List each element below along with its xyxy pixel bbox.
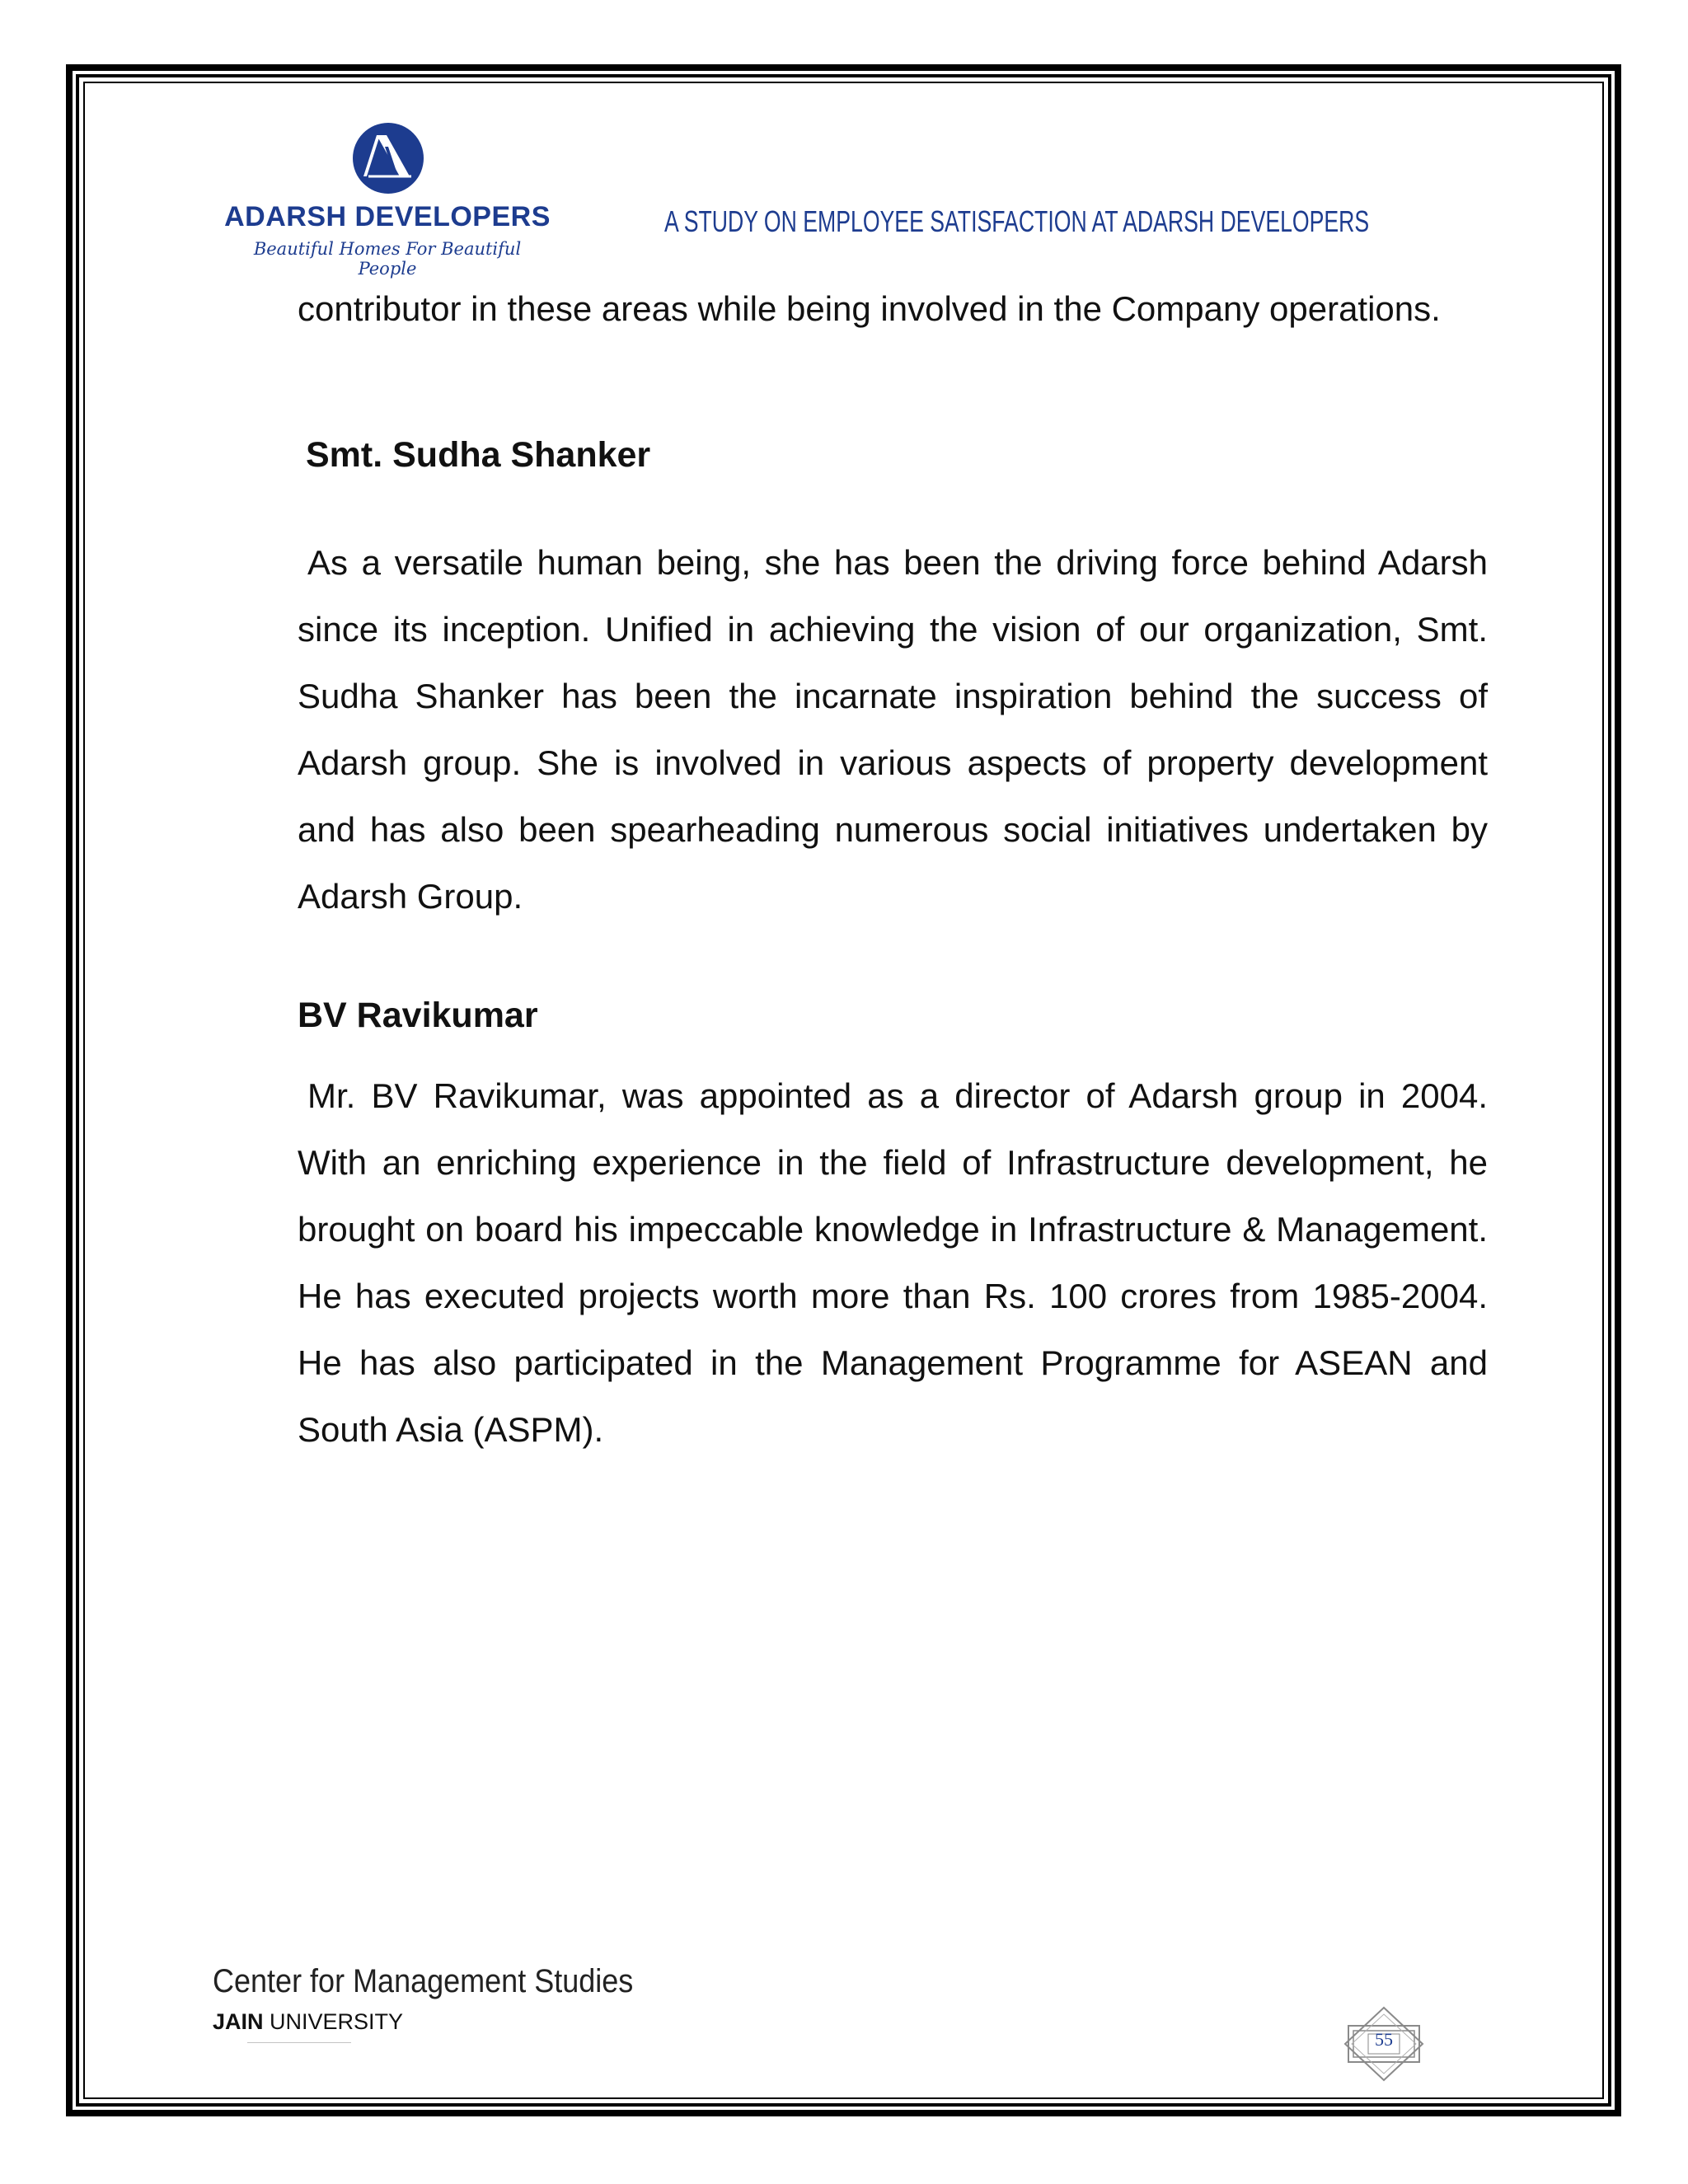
section-paragraph-bv-ravikumar: Mr. BV Ravikumar, was appointed as a director of Adarsh group in 2004. With an enriching experience in the field of Infrastructure development, he brought on board his impeccable knowledge in Infrastructure & Management. He has executed projects worth more than Rs. 100 crores from 1985-2004. He has also participated in the Management Programme for ASEAN and South Asia (ASPM).	[298, 1076, 1488, 1449]
logo-company-name: ADARSH DEVELOPERS	[224, 201, 551, 232]
section-paragraph-sudha-shanker: As a versatile human being, she has been the driving force behind Adarsh since its inception. Unified in achieving the vision of our organization, Smt. Sudha Shanker has been the incarnate inspiration behind the success of Adarsh group. She is involved in various aspects of property development and has also been spearheading numerous social initiatives undertaken by Adarsh Group.	[298, 543, 1488, 916]
company-logo	[223, 122, 552, 279]
logo-tagline: Beautiful Homes For Beautiful People	[253, 239, 522, 279]
continuation-paragraph: contributor in these areas while being involved in the Company operations.	[298, 289, 1441, 328]
page-number-badge	[1343, 2006, 1424, 2082]
adarsh-logo-icon	[352, 122, 424, 194]
section-heading-sudha-shanker: Smt. Sudha Shanker	[306, 435, 651, 475]
document-header-title: A STUDY ON EMPLOYEE SATISFACTION AT ADARSH DEVELOPERS	[664, 204, 1370, 238]
footer-university	[213, 2009, 403, 2035]
section-heading-bv-ravikumar: BV Ravikumar	[298, 996, 538, 1035]
footer-university-rest: UNIVERSITY	[263, 2009, 404, 2034]
footer-fine-print: —————————————————————	[247, 2041, 351, 2046]
page-number: 55	[1375, 2029, 1393, 2050]
footer-center-name: Center for Management Studies	[213, 1963, 634, 1999]
footer-university-bold: JAIN	[213, 2009, 264, 2034]
